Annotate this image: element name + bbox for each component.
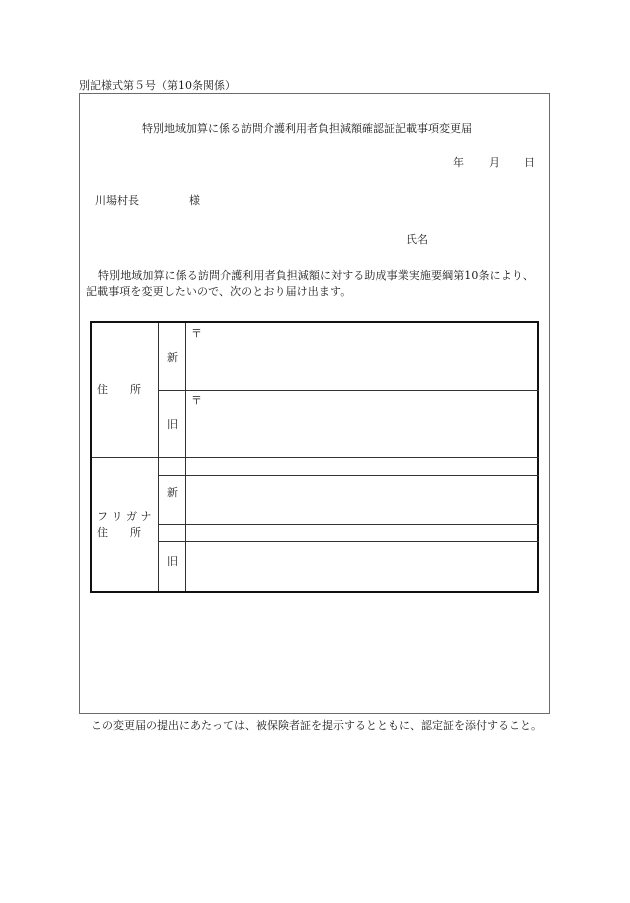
form-number-label: 別記様式第５号（第10条関係） — [79, 79, 236, 92]
document-title: 特別地域加算に係る訪問介護利用者負担減額確認証記載事項変更届 — [142, 122, 472, 135]
footer-note: この変更届の提出にあたっては、被保険者証を提示するとともに、認定証を添付すること。 — [91, 719, 542, 732]
furigana-address-label: 住 所 — [97, 526, 141, 539]
change-table — [90, 321, 539, 593]
furigana-new-label: 新 — [167, 486, 178, 499]
addressee-honorific: 様 — [189, 194, 200, 207]
address-old-postal-mark: 〒 — [191, 394, 202, 407]
row-divider-sub — [158, 475, 185, 476]
row-divider-furigana-old-top — [185, 541, 539, 542]
date-day-label: 日 — [524, 156, 535, 169]
row-divider-address-new-old — [158, 390, 539, 391]
address-new-label: 新 — [167, 351, 178, 364]
applicant-name-label: 氏名 — [406, 233, 428, 246]
date-year-label: 年 — [453, 156, 464, 169]
addressee-name: 川場村長 — [95, 194, 139, 207]
section-divider — [92, 457, 539, 458]
address-new-postal-mark: 〒 — [191, 327, 202, 340]
furigana-label: フ リ ガ ナ — [97, 510, 152, 523]
body-paragraph: 特別地域加算に係る訪問介護利用者負担減額に対する助成事業実施要綱第10条により、記載事項を変更したいので、次のとおり届け出ます。 — [86, 269, 534, 298]
row-divider-furigana-new — [158, 524, 539, 525]
address-label: 住 所 — [97, 383, 141, 396]
furigana-old-label: 旧 — [167, 555, 178, 568]
address-old-label: 旧 — [167, 418, 178, 431]
row-divider-sub-2 — [158, 541, 185, 542]
row-divider-furigana-top — [185, 475, 539, 476]
date-month-label: 月 — [489, 156, 500, 169]
